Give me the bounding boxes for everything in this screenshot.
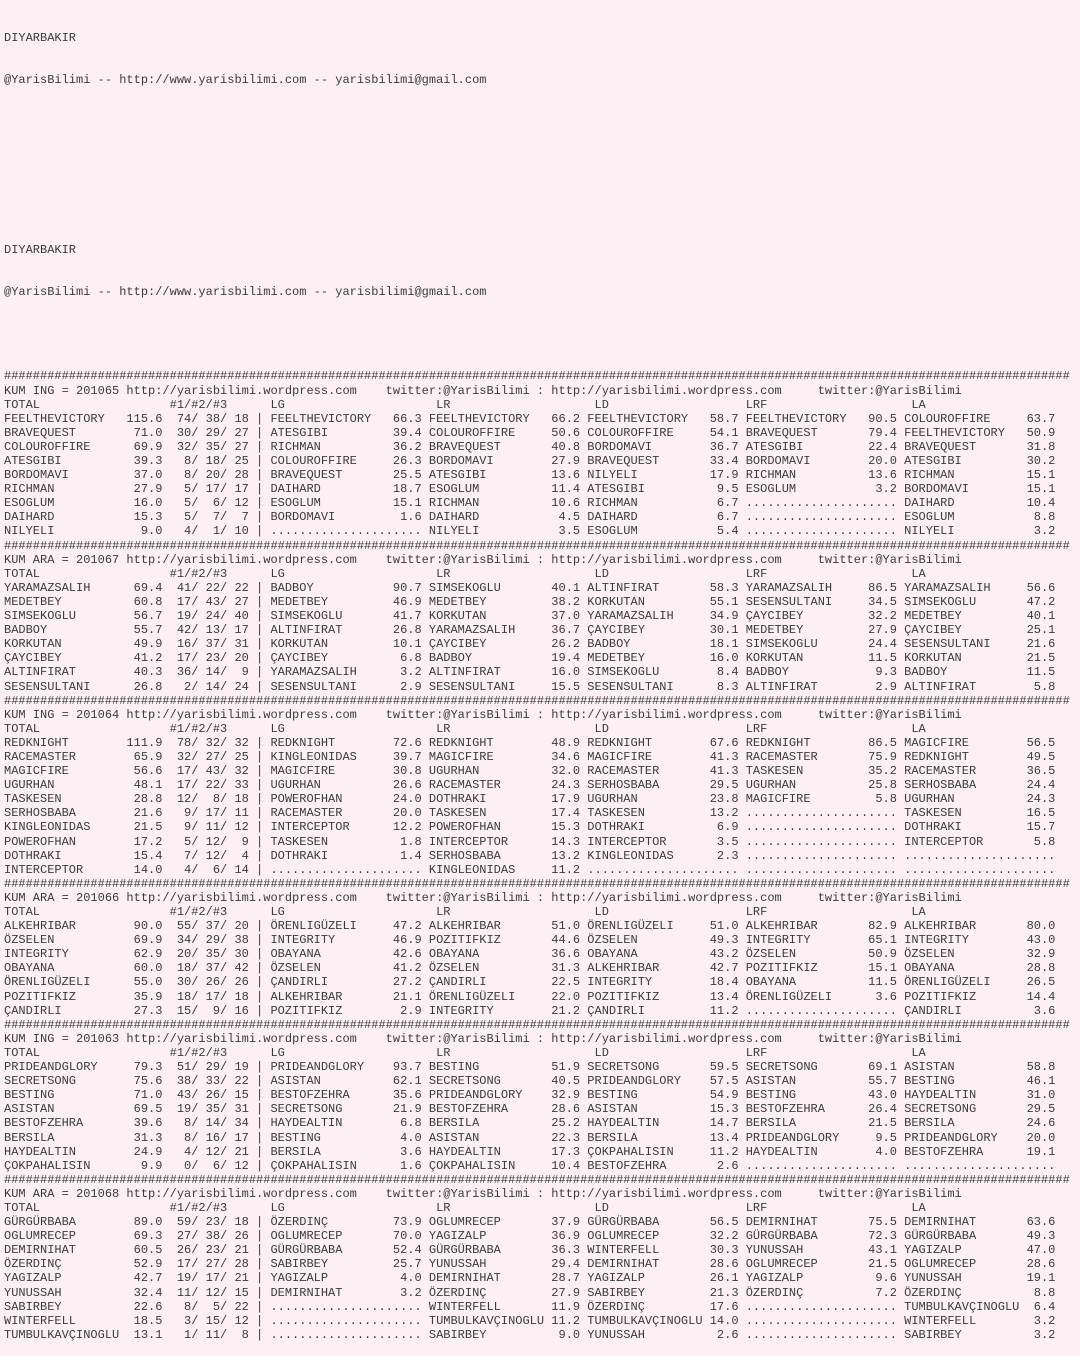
separator-line: #################################################################################################################################################### — [4, 538, 1070, 553]
column-header-row: TOTAL #1/#2/#3 LG LR LD LRF LA — [4, 1045, 926, 1060]
sections-container — [4, 369, 1080, 1341]
column-header-row: TOTAL #1/#2/#3 LG LR LD LRF LA — [4, 721, 926, 736]
data-row: BERSILA 31.3 8/ 16/ 17 | BESTING 4.0 ASISTAN 22.3 BERSILA 13.4 PRIDEANDGLORY 9.5 PRIDEANDGLORY 20.0 — [4, 1130, 1056, 1145]
data-row: KINGLEONIDAS 21.5 9/ 11/ 12 | INTERCEPTOR 12.2 POWEROFHAN 15.3 DOTHRAKI 6.9 ..................... DOTHRAKI 15.7 — [4, 820, 1056, 835]
section-header: KUM ARA = 201067 http://yarisbilimi.wordpress.com twitter:@YarisBilimi : http://yarisbilimi.wordpress.com twitter:@YarisBilimi — [4, 552, 962, 567]
report-contact: @YarisBilimi -- http://www.yarisbilimi.com -- yarisbilimi@gmail.com — [4, 284, 487, 299]
data-row: DEMIRNIHAT 60.5 26/ 23/ 21 | GÜRGÜRBABA 52.4 GÜRGÜRBABA 36.3 WINTERFELL 30.3 YUNUSSAH 43.1 YAGIZALP 47.0 — [4, 1243, 1056, 1258]
data-row: POZITIFKIZ 35.9 18/ 17/ 18 | ALKEHRIBAR 21.1 ÖRENLIGÜZELI 22.0 POZITIFKIZ 13.4 ÖRENLIGÜZELI 3.6 POZITIFKIZ 14.4 — [4, 989, 1056, 1004]
separator-line: #################################################################################################################################################### — [4, 1172, 1070, 1187]
data-row: YUNUSSAH 32.4 11/ 12/ 15 | DEMIRNIHAT 3.2 ÖZERDINÇ 27.9 SABIRBEY 21.3 ÖZERDINÇ 7.2 ÖZERDINÇ 8.8 — [4, 1285, 1056, 1300]
column-header-row: TOTAL #1/#2/#3 LG LR LD LRF LA — [4, 566, 926, 581]
data-row: INTEGRITY 62.9 20/ 35/ 30 | OBAYANA 42.6 OBAYANA 36.6 OBAYANA 43.2 ÖZSELEN 50.9 ÖZSELEN 32.9 — [4, 947, 1056, 962]
separator-line: #################################################################################################################################################### — [4, 369, 1070, 384]
data-row: SESENSULTANI 26.8 2/ 14/ 24 | SESENSULTANI 2.9 SESENSULTANI 15.5 SESENSULTANI 8.3 ALTINFIRAT 2.9 ALTINFIRAT 5.8 — [4, 679, 1056, 694]
section-header: KUM ING = 201063 http://yarisbilimi.wordpress.com twitter:@YarisBilimi : http://yarisbilimi.wordpress.com twitter:@YarisBilimi — [4, 1031, 962, 1046]
data-row: ÇAYCIBEY 41.2 17/ 23/ 20 | ÇAYCIBEY 6.8 BADBOY 19.4 MEDETBEY 16.0 KORKUTAN 11.5 KORKUTAN 21.5 — [4, 651, 1056, 666]
data-row: SERHOSBABA 21.6 9/ 17/ 11 | RACEMASTER 20.0 TASKESEN 17.4 TASKESEN 13.2 ..................... TASKESEN 16.5 — [4, 806, 1056, 821]
data-row: ASISTAN 69.5 19/ 35/ 31 | SECRETSONG 21.9 BESTOFZEHRA 28.6 ASISTAN 15.3 BESTOFZEHRA 26.4 SECRETSONG 29.5 — [4, 1102, 1056, 1117]
data-row: RACEMASTER 65.9 32/ 27/ 25 | KINGLEONIDAS 39.7 MAGICFIRE 34.6 MAGICFIRE 41.3 RACEMASTER 75.9 REDKNIGHT 49.5 — [4, 749, 1056, 764]
separator-line: #################################################################################################################################################### — [4, 876, 1070, 891]
data-row: ÖZERDINÇ 52.9 17/ 27/ 28 | SABIRBEY 25.7 YUNUSSAH 29.4 DEMIRNIHAT 28.6 OGLUMRECEP 21.5 OGLUMRECEP 28.6 — [4, 1257, 1056, 1272]
section-header: KUM ING = 201064 http://yarisbilimi.wordpress.com twitter:@YarisBilimi : http://yarisbilimi.wordpress.com twitter:@YarisBilimi — [4, 707, 962, 722]
data-row: KORKUTAN 49.9 16/ 37/ 31 | KORKUTAN 10.1 ÇAYCIBEY 26.2 BADBOY 18.1 SIMSEKOGLU 24.4 SESENSULTANI 21.6 — [4, 637, 1056, 652]
section-header: KUM ARA = 201068 http://yarisbilimi.wordpress.com twitter:@YarisBilimi : http://yarisbilimi.wordpress.com twitter:@YarisBilimi — [4, 1186, 962, 1201]
data-row: ÖRENLIGÜZELI 55.0 30/ 26/ 26 | ÇANDIRLI 27.2 ÇANDIRLI 22.5 INTEGRITY 18.4 OBAYANA 11.5 ÖRENLIGÜZELI 26.5 — [4, 975, 1056, 990]
data-row: FEELTHEVICTORY 115.6 74/ 38/ 18 | FEELTHEVICTORY 66.3 FEELTHEVICTORY 66.2 FEELTHEVICTORY 58.7 FEELTHEVICTORY 90.5 COLOUROFFIRE 63.7 — [4, 411, 1056, 426]
data-row: ALTINFIRAT 40.3 36/ 14/ 9 | YARAMAZSALIH 3.2 ALTINFIRAT 16.0 SIMSEKOGLU 8.4 BADBOY 9.3 BADBOY 11.5 — [4, 665, 1056, 680]
data-row: RICHMAN 27.9 5/ 17/ 17 | DAIHARD 18.7 ESOGLUM 11.4 ATESGIBI 9.5 ESOGLUM 3.2 BORDOMAVI 15.1 — [4, 482, 1056, 497]
data-row: ATESGIBI 39.3 8/ 18/ 25 | COLOUROFFIRE 26.3 BORDOMAVI 27.9 BRAVEQUEST 33.4 BORDOMAVI 20.0 ATESGIBI 30.2 — [4, 454, 1056, 468]
data-row: TUMBULKAVÇINOGLU 13.1 1/ 11/ 8 | ..................... SABIRBEY 9.0 YUNUSSAH 2.6 ..................... SABIRBEY 3.2 — [4, 1327, 1056, 1342]
data-row: HAYDEALTIN 24.9 4/ 12/ 21 | BERSILA 3.6 HAYDEALTIN 17.3 ÇOKPAHALISIN 11.2 HAYDEALTIN 4.0 BESTOFZEHRA 19.1 — [4, 1144, 1056, 1159]
data-row: PRIDEANDGLORY 79.3 51/ 29/ 19 | PRIDEANDGLORY 93.7 BESTING 51.9 SECRETSONG 59.5 SECRETSONG 69.1 ASISTAN 58.8 — [4, 1060, 1056, 1075]
data-row: ÇANDIRLI 27.3 15/ 9/ 16 | POZITIFKIZ 2.9 INTEGRITY 21.2 ÇANDIRLI 11.2 ..................... ÇANDIRLI 3.6 — [4, 1003, 1056, 1018]
data-row: SABIRBEY 22.6 8/ 5/ 22 | ..................... WINTERFELL 11.9 ÖZERDINÇ 17.6 ..................... TUMBULKAVÇINOGLU 6.4 — [4, 1299, 1056, 1314]
data-row: MEDETBEY 60.8 17/ 43/ 27 | MEDETBEY 46.9 MEDETBEY 38.2 KORKUTAN 55.1 SESENSULTANI 34.5 SIMSEKOGLU 47.2 — [4, 594, 1056, 609]
data-row: INTERCEPTOR 14.0 4/ 6/ 14 | ..................... KINGLEONIDAS 11.2 ..................... ..................... ..................... — [4, 862, 1056, 877]
data-row: BESTING 71.0 43/ 26/ 15 | BESTOFZEHRA 35.6 PRIDEANDGLORY 32.9 BESTING 54.9 BESTING 43.0 HAYDEALTIN 31.0 — [4, 1088, 1056, 1103]
blank-line — [4, 116, 1080, 130]
data-row: WINTERFELL 18.5 3/ 15/ 12 | ..................... TUMBULKAVÇINOGLU 11.2 TUMBULKAVÇINOGLU 14.0 ..................... WINTERFELL 3.2 — [4, 1313, 1056, 1328]
separator-line: #################################################################################################################################################### — [4, 1017, 1070, 1032]
data-row: BESTOFZEHRA 39.6 8/ 14/ 34 | HAYDEALTIN 6.8 BERSILA 25.2 HAYDEALTIN 14.7 BERSILA 21.5 BERSILA 24.6 — [4, 1116, 1056, 1131]
section-header: KUM ARA = 201066 http://yarisbilimi.wordpress.com twitter:@YarisBilimi : http://yarisbilimi.wordpress.com twitter:@YarisBilimi — [4, 890, 962, 905]
data-row: BORDOMAVI 37.0 8/ 20/ 28 | BRAVEQUEST 25.5 ATESGIBI 13.6 NILYELI 17.9 RICHMAN 13.6 RICHMAN 15.1 — [4, 468, 1056, 483]
data-row: OGLUMRECEP 69.3 27/ 38/ 26 | OGLUMRECEP 70.0 YAGIZALP 36.9 OGLUMRECEP 32.2 GÜRGÜRBABA 72.3 GÜRGÜRBABA 49.3 — [4, 1229, 1056, 1244]
data-row: ÖZSELEN 69.9 34/ 29/ 38 | INTEGRITY 46.9 POZITIFKIZ 44.6 ÖZSELEN 49.3 INTEGRITY 65.1 INTEGRITY 43.0 — [4, 933, 1056, 948]
report-contact: @YarisBilimi -- http://www.yarisbilimi.com -- yarisbilimi@gmail.com — [4, 73, 487, 88]
data-row: DAIHARD 15.3 5/ 7/ 7 | BORDOMAVI 1.6 DAIHARD 4.5 DAIHARD 6.7 ..................... ESOGLUM 8.8 — [4, 510, 1056, 525]
data-row: YAGIZALP 42.7 19/ 17/ 21 | YAGIZALP 4.0 DEMIRNIHAT 28.7 YAGIZALP 26.1 YAGIZALP 9.6 YUNUSSAH 19.1 — [4, 1271, 1056, 1286]
data-row: YARAMAZSALIH 69.4 41/ 22/ 22 | BADBOY 90.7 SIMSEKOGLU 40.1 ALTINFIRAT 58.3 YARAMAZSALIH 86.5 YARAMAZSALIH 56.6 — [4, 580, 1056, 595]
data-row: SIMSEKOGLU 56.7 19/ 24/ 40 | SIMSEKOGLU 41.7 KORKUTAN 37.0 YARAMAZSALIH 34.9 ÇAYCIBEY 32.2 MEDETBEY 40.1 — [4, 609, 1056, 624]
column-header-row: TOTAL #1/#2/#3 LG LR LD LRF LA — [4, 397, 926, 412]
separator-line: #################################################################################################################################################### — [4, 693, 1070, 708]
column-header-row: TOTAL #1/#2/#3 LG LR LD LRF LA — [4, 905, 926, 919]
data-row: POWEROFHAN 17.2 5/ 12/ 9 | TASKESEN 1.8 INTERCEPTOR 14.3 INTERCEPTOR 3.5 ..................... INTERCEPTOR 5.8 — [4, 834, 1056, 849]
data-row: SECRETSONG 75.6 38/ 33/ 22 | ASISTAN 62.1 SECRETSONG 40.5 PRIDEANDGLORY 57.5 ASISTAN 55.7 BESTING 46.1 — [4, 1074, 1056, 1089]
data-row: ALKEHRIBAR 90.0 55/ 37/ 20 | ÖRENLIGÜZELI 47.2 ALKEHRIBAR 51.0 ÖRENLIGÜZELI 51.0 ALKEHRIBAR 82.9 ALKEHRIBAR 80.0 — [4, 919, 1056, 934]
data-row: BADBOY 55.7 42/ 13/ 17 | ALTINFIRAT 26.8 YARAMAZSALIH 36.7 ÇAYCIBEY 30.1 MEDETBEY 27.9 ÇAYCIBEY 25.1 — [4, 623, 1056, 638]
data-row: GÜRGÜRBABA 89.0 59/ 23/ 18 | ÖZERDINÇ 73.9 OGLUMRECEP 37.9 GÜRGÜRBABA 56.5 DEMIRNIHAT 75.5 DEMIRNIHAT 63.6 — [4, 1215, 1056, 1230]
data-row: REDKNIGHT 111.9 78/ 32/ 32 | REDKNIGHT 72.6 REDKNIGHT 48.9 REDKNIGHT 67.6 REDKNIGHT 86.5 MAGICFIRE 56.5 — [4, 735, 1056, 750]
blank-line — [4, 327, 1080, 341]
data-row: TASKESEN 28.8 12/ 8/ 18 | POWEROFHAN 24.0 DOTHRAKI 17.9 UGURHAN 23.8 MAGICFIRE 5.8 UGURHAN 24.3 — [4, 792, 1056, 807]
report-title: DIYARBAKIR — [4, 242, 77, 257]
blank-line — [4, 158, 1080, 172]
data-row: ESOGLUM 16.0 5/ 6/ 12 | ESOGLUM 15.1 RICHMAN 10.6 RICHMAN 6.7 ..................... DAIHARD 10.4 — [4, 496, 1056, 511]
data-row: ÇOKPAHALISIN 9.9 0/ 6/ 12 | ÇOKPAHALISIN 1.6 ÇOKPAHALISIN 10.4 BESTOFZEHRA 2.6 ..................... ..................... — [4, 1158, 1056, 1173]
data-row: OBAYANA 60.0 18/ 37/ 42 | ÖZSELEN 41.2 ÖZSELEN 31.3 ALKEHRIBAR 42.7 POZITIFKIZ 15.1 OBAYANA 28.8 — [4, 961, 1056, 976]
data-row: DOTHRAKI 15.4 7/ 12/ 4 | DOTHRAKI 1.4 SERHOSBABA 13.2 KINGLEONIDAS 2.3 ..................... ..................... — [4, 848, 1056, 863]
data-row: MAGICFIRE 56.6 17/ 43/ 32 | MAGICFIRE 30.8 UGURHAN 32.0 RACEMASTER 41.3 TASKESEN 35.2 RACEMASTER 36.5 — [4, 764, 1056, 779]
column-header-row: TOTAL #1/#2/#3 LG LR LD LRF LA — [4, 1200, 926, 1215]
data-row: COLOUROFFIRE 69.9 32/ 35/ 27 | RICHMAN 36.2 BRAVEQUEST 40.8 BORDOMAVI 36.7 ATESGIBI 22.4 BRAVEQUEST 31.8 — [4, 439, 1056, 454]
blank-line — [4, 200, 1080, 214]
report-title: DIYARBAKIR — [4, 31, 77, 46]
data-row: BRAVEQUEST 71.0 30/ 29/ 27 | ATESGIBI 39.4 COLOUROFFIRE 50.6 COLOUROFFIRE 54.1 BRAVEQUEST 79.4 FEELTHEVICTORY 50.9 — [4, 425, 1056, 440]
section-header: KUM ING = 201065 http://yarisbilimi.wordpress.com twitter:@YarisBilimi : http://yarisbilimi.wordpress.com twitter:@YarisBilimi — [4, 383, 962, 398]
data-row: UGURHAN 48.1 17/ 22/ 33 | UGURHAN 26.6 RACEMASTER 24.3 SERHOSBABA 29.5 UGURHAN 25.8 SERHOSBABA 24.4 — [4, 778, 1056, 793]
data-row: NILYELI 9.0 4/ 1/ 10 | ..................... NILYELI 3.5 ESOGLUM 5.4 ..................... NILYELI 3.2 — [4, 524, 1056, 539]
